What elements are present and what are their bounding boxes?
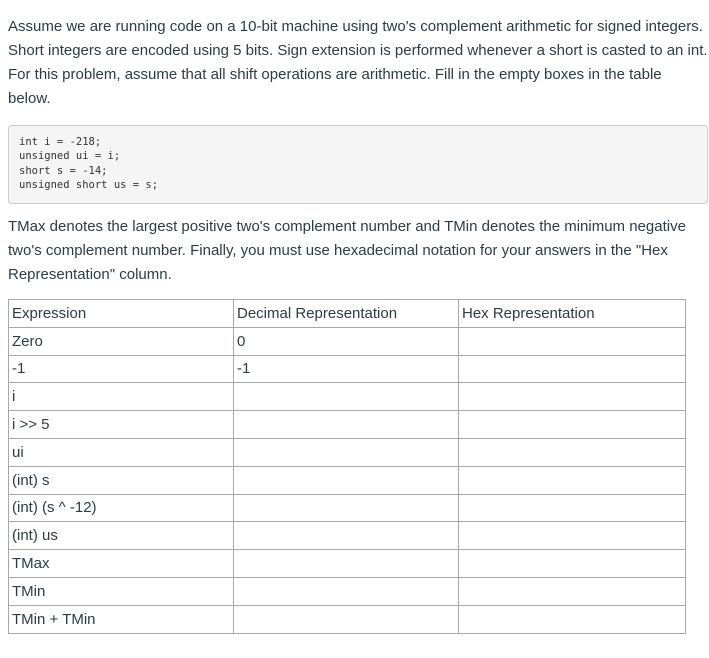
- code-line: int i = -218;: [19, 136, 102, 148]
- decimal-cell[interactable]: [234, 494, 459, 522]
- decimal-cell: -1: [234, 355, 459, 383]
- decimal-cell[interactable]: [234, 411, 459, 439]
- hex-cell[interactable]: [459, 438, 686, 466]
- decimal-cell[interactable]: [234, 383, 459, 411]
- table-row: [9, 605, 686, 633]
- decimal-cell[interactable]: [234, 466, 459, 494]
- expression-cell: Zero: [9, 327, 234, 355]
- expression-cell: TMax: [9, 550, 234, 578]
- hex-cell[interactable]: [459, 355, 686, 383]
- intro-paragraph: Assume we are running code on a 10-bit machine using two's complement arithmetic for signed integers. Short integers are encoded using 5 bits. Sign extension is performed whenever a short is casted to an int. For this problem, assume that all shift operations are arithmetic. Fill in the empty boxes in the table below.: [8, 18, 708, 107]
- code-line: unsigned ui = i;: [19, 150, 121, 163]
- table-row: [9, 577, 686, 605]
- expression-cell: TMin: [9, 577, 234, 605]
- expression-cell: ui: [9, 438, 234, 466]
- table-row: [9, 355, 686, 383]
- hex-cell[interactable]: [459, 466, 686, 494]
- decimal-cell[interactable]: [234, 577, 459, 605]
- code-line: short s = -14;: [19, 164, 108, 177]
- hex-cell[interactable]: [459, 411, 686, 439]
- table-row: [9, 438, 686, 466]
- decimal-cell[interactable]: [234, 438, 459, 466]
- hex-cell[interactable]: [459, 550, 686, 578]
- table-row: [9, 522, 686, 550]
- decimal-cell[interactable]: [234, 522, 459, 550]
- hex-cell[interactable]: [459, 383, 686, 411]
- hex-cell[interactable]: [459, 327, 686, 355]
- column-header-decimal: Decimal Representation: [234, 300, 459, 328]
- decimal-cell: 0: [234, 327, 459, 355]
- table-row: [9, 550, 686, 578]
- hex-cell[interactable]: [459, 494, 686, 522]
- table-header-row: [9, 300, 686, 328]
- expression-cell: i: [9, 383, 234, 411]
- expression-cell: TMin + TMin: [9, 605, 234, 633]
- table-row: [9, 466, 686, 494]
- answer-table: [8, 299, 686, 634]
- expression-cell: (int) s: [9, 466, 234, 494]
- table-row: [9, 411, 686, 439]
- expression-cell: (int) us: [9, 522, 234, 550]
- code-block: [8, 125, 708, 204]
- hex-cell[interactable]: [459, 577, 686, 605]
- decimal-cell[interactable]: [234, 605, 459, 633]
- column-header-hex: Hex Representation: [459, 300, 686, 328]
- decimal-cell[interactable]: [234, 550, 459, 578]
- expression-cell: (int) (s ^ -12): [9, 494, 234, 522]
- code-line: unsigned short us = s;: [19, 178, 159, 191]
- hex-cell[interactable]: [459, 605, 686, 633]
- table-row: [9, 327, 686, 355]
- table-row: [9, 494, 686, 522]
- instructions-paragraph: TMax denotes the largest positive two's complement number and TMin denotes the minimum negative two's complement number. Finally, you must use hexadecimal notation for your answers in the "Hex Representation" column.: [8, 218, 686, 283]
- expression-cell: i >> 5: [9, 411, 234, 439]
- column-header-expression: Expression: [9, 300, 234, 328]
- table-row: [9, 383, 686, 411]
- expression-cell: -1: [9, 355, 234, 383]
- hex-cell[interactable]: [459, 522, 686, 550]
